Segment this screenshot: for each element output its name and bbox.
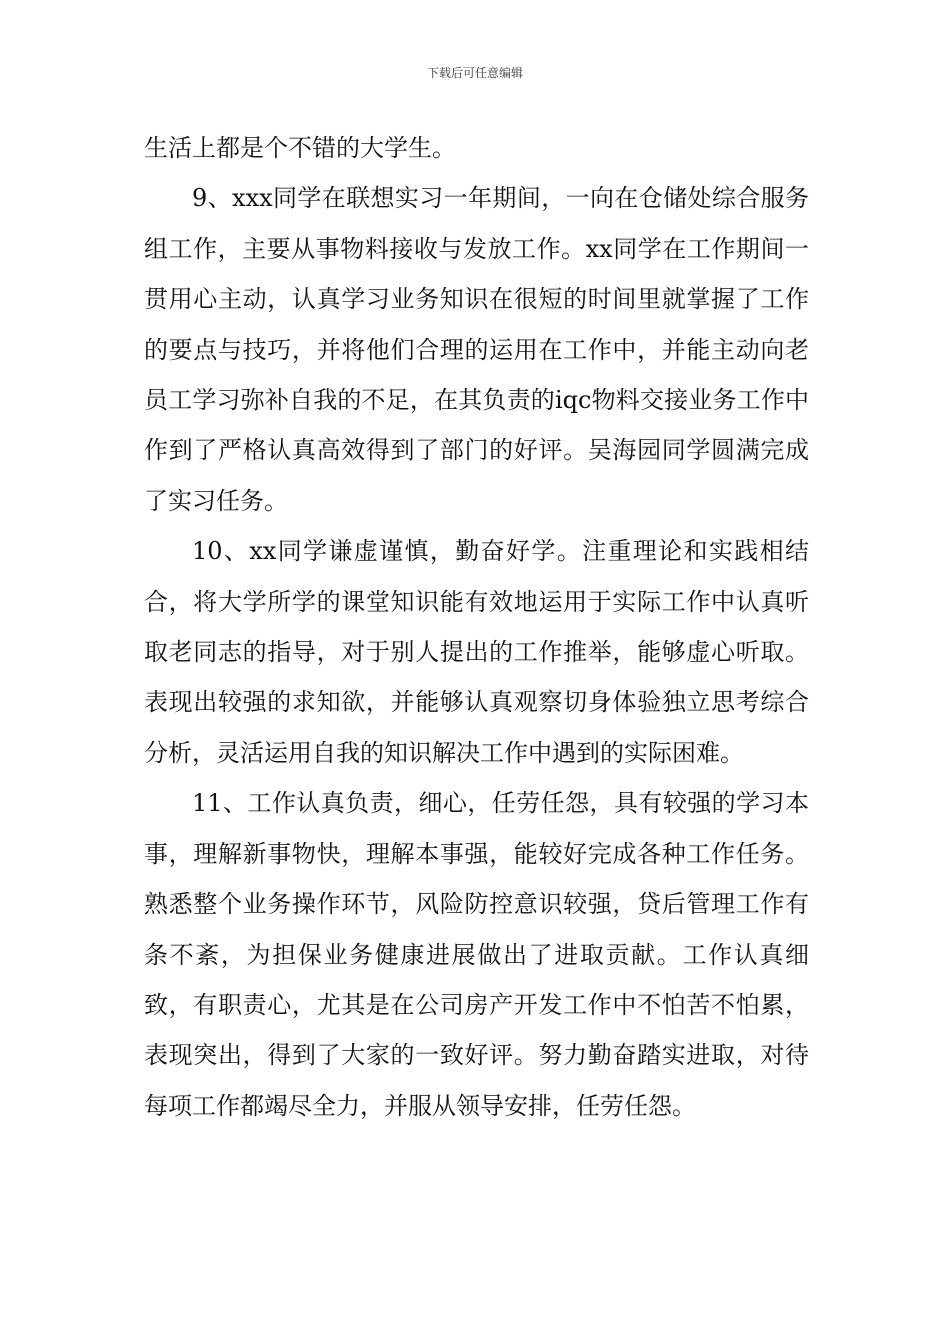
- document-body: [144, 123, 809, 1131]
- paragraph-item-10: 10、xx同学谦虚谨慎，勤奋好学。注重理论和实践相结合，将大学所学的课堂知识能有效地运用于实际工作中认真听取老同志的指导，对于别人提出的工作推举，能够虚心听取。表现出较强的求知欲，并能够认真观察切身体验独立思考综合分析，灵活运用自我的知识解决工作中遇到的实际困难。: [144, 537, 809, 767]
- paragraph-item-9: 9、xxx同学在联想实习一年期间，一向在仓储处综合服务组工作，主要从事物料接收与发放工作。xx同学在工作期间一贯用心主动，认真学习业务知识在很短的时间里就掌握了工作的要点与技巧，并将他们合理的运用在工作中，并能主动向老员工学习弥补自我的不足，在其负责的iqc物料交接业务工作中作到了严格认真高效得到了部门的好评。吴海园同学圆满完成了实习任务。: [144, 184, 809, 515]
- paragraph-continuation: 生活上都是个不错的大学生。: [144, 134, 456, 162]
- page-header: 下载后可任意编辑: [426, 66, 523, 80]
- paragraph-item-11: 11、工作认真负责，细心，任劳任怨，具有较强的学习本事，理解新事物快，理解本事强，能较好完成各种工作任务。熟悉整个业务操作环节，风险防控意识较强，贷后管理工作有条不紊，为担保业务健康进展做出了进取贡献。工作认真细致，有职责心，尤其是在公司房产开发工作中不怕苦不怕累，表现突出，得到了大家的一致好评。努力勤奋踏实进取，对待每项工作都竭尽全力，并服从领导安排，任劳任怨。: [144, 789, 809, 1120]
